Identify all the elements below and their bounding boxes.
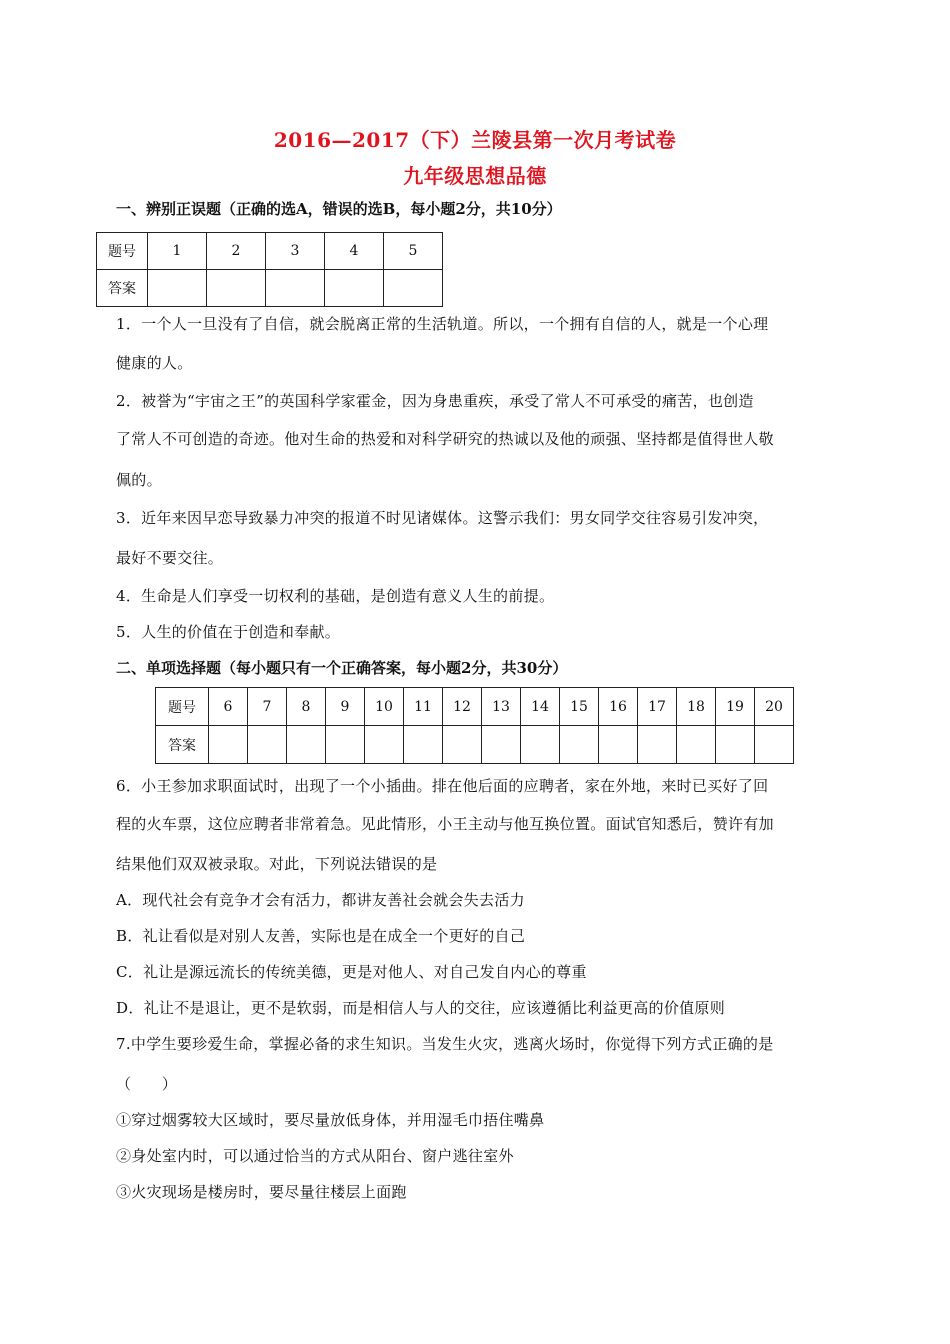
question-number: 20 (755, 688, 794, 726)
answer-cell[interactable] (482, 726, 521, 764)
option-c: C．礼让是源远流长的传统美德，更是对他人、对自己发自内心的尊重 (116, 963, 587, 981)
part1-heading: 一、辨别正误题（正确的选A，错误的选B，每小题2分，共10分） (116, 200, 562, 218)
answer-cell[interactable] (521, 726, 560, 764)
question-number: 15 (560, 688, 599, 726)
row-label: 答案 (156, 726, 209, 764)
question-3-line-1: 3．近年来因早恋导致暴力冲突的报道不时见诸媒体。这警示我们：男女同学交往容易引发冲突， (116, 509, 769, 527)
question-4: 4．生命是人们享受一切权利的基础，是创造有意义人生的前提。 (116, 587, 555, 605)
question-number: 7 (248, 688, 287, 726)
question-7-line-1: 7.中学生要珍爱生命，掌握必备的求生知识。当发生火灾，逃离火场时，你觉得下列方式正确的是 (116, 1035, 774, 1053)
question-2-line-2: 了常人不可创造的奇迹。他对生命的热爱和对科学研究的热诚以及他的顽强、坚持都是值得世人敬 (116, 430, 774, 448)
answer-cell[interactable] (209, 726, 248, 764)
question-number: 1 (148, 233, 207, 270)
option-d: D．礼让不是退让，更不是软弱，而是相信人与人的交往，应该遵循比利益更高的价值原则 (116, 999, 726, 1017)
answer-cell[interactable] (207, 270, 266, 307)
question-number: 10 (365, 688, 404, 726)
answer-cell[interactable] (365, 726, 404, 764)
answer-cell[interactable] (148, 270, 207, 307)
answer-cell[interactable] (287, 726, 326, 764)
question-number: 12 (443, 688, 482, 726)
question-number: 2 (207, 233, 266, 270)
statement-1: ①穿过烟雾较大区域时，要尽量放低身体，并用湿毛巾捂住嘴鼻 (116, 1111, 545, 1129)
exam-subtitle: 九年级思想品德 (403, 164, 547, 188)
answer-cell[interactable] (325, 270, 384, 307)
question-6-line-1: 6．小王参加求职面试时，出现了一个小插曲。排在他后面的应聘者，家在外地，来时已买好了回 (116, 777, 769, 795)
question-number: 9 (326, 688, 365, 726)
table-row (156, 726, 794, 764)
option-a: A．现代社会有竞争才会有活力，都讲友善社会就会失去活力 (116, 891, 525, 909)
answer-cell[interactable] (560, 726, 599, 764)
question-3-line-2: 最好不要交往。 (116, 549, 224, 567)
question-number: 14 (521, 688, 560, 726)
table-row (97, 270, 443, 307)
question-number: 6 (209, 688, 248, 726)
table-row (156, 688, 794, 726)
answer-cell[interactable] (384, 270, 443, 307)
question-number: 18 (677, 688, 716, 726)
answer-cell[interactable] (443, 726, 482, 764)
question-number: 19 (716, 688, 755, 726)
question-6-line-3: 结果他们双双被录取。对此，下列说法错误的是 (116, 855, 438, 873)
row-label: 题号 (97, 233, 148, 270)
question-5: 5．人生的价值在于创造和奉献。 (116, 623, 341, 641)
question-6-line-2: 程的火车票，这位应聘者非常着急。见此情形，小王主动与他互换位置。面试官知悉后，赞许有加 (116, 815, 774, 833)
question-number: 17 (638, 688, 677, 726)
answer-cell[interactable] (716, 726, 755, 764)
question-7-blank: （ ） (116, 1075, 178, 1093)
question-number: 5 (384, 233, 443, 270)
table-row (97, 233, 443, 270)
answer-cell[interactable] (326, 726, 365, 764)
question-number: 16 (599, 688, 638, 726)
question-1-line-2: 健康的人。 (116, 354, 193, 372)
answer-cell[interactable] (677, 726, 716, 764)
question-number: 3 (266, 233, 325, 270)
question-number: 13 (482, 688, 521, 726)
question-2-line-1: 2．被誉为“宇宙之王”的英国科学家霍金，因为身患重疾，承受了常人不可承受的痛苦，也创造 (116, 392, 754, 410)
question-2-line-3: 佩的。 (116, 471, 162, 489)
answer-cell[interactable] (755, 726, 794, 764)
answer-cell[interactable] (638, 726, 677, 764)
part1-answer-table (96, 232, 443, 307)
statement-2: ②身处室内时，可以通过恰当的方式从阳台、窗户逃往室外 (116, 1147, 514, 1165)
row-label: 题号 (156, 688, 209, 726)
answer-cell[interactable] (404, 726, 443, 764)
statement-3: ③火灾现场是楼房时，要尽量往楼层上面跑 (116, 1183, 407, 1201)
part2-answer-table (155, 687, 794, 764)
answer-cell[interactable] (599, 726, 638, 764)
question-1-line-1: 1．一个人一旦没有了自信，就会脱离正常的生活轨道。所以，一个拥有自信的人，就是一个心理 (116, 315, 769, 333)
part2-heading: 二、单项选择题（每小题只有一个正确答案，每小题2分，共30分） (116, 659, 568, 677)
exam-title: 2016—2017（下）兰陵县第一次月考试卷 (273, 128, 677, 152)
answer-cell[interactable] (266, 270, 325, 307)
question-number: 8 (287, 688, 326, 726)
question-number: 11 (404, 688, 443, 726)
question-number: 4 (325, 233, 384, 270)
row-label: 答案 (97, 270, 148, 307)
option-b: B．礼让看似是对别人友善，实际也是在成全一个更好的自己 (116, 927, 526, 945)
answer-cell[interactable] (248, 726, 287, 764)
